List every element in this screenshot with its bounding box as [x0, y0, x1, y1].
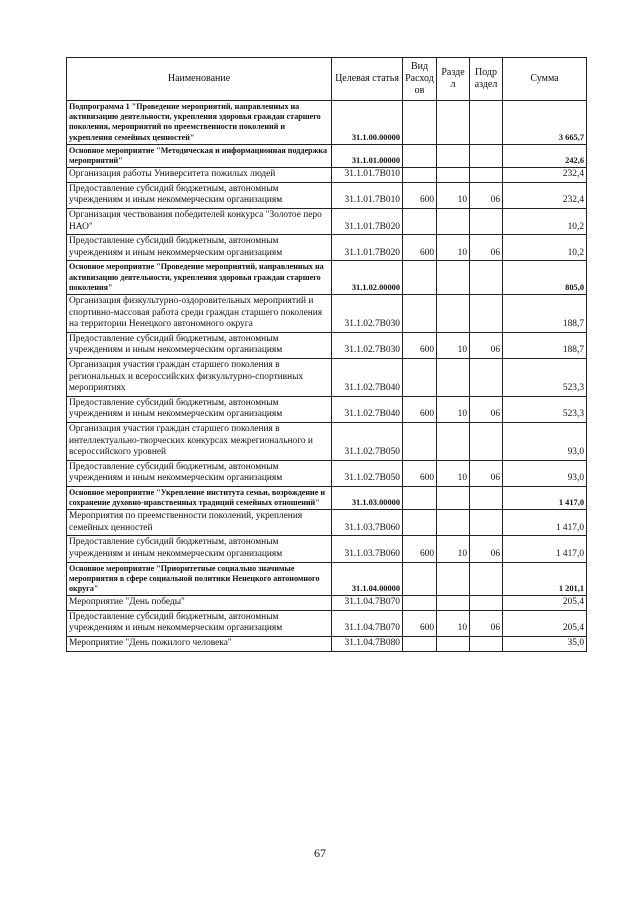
cell-razdel: [437, 261, 470, 295]
table-row: [67, 358, 587, 396]
cell-podrazdel: [470, 596, 503, 611]
table-row: [67, 332, 587, 358]
cell-razdel: [437, 486, 470, 509]
cell-razdel: 10: [437, 610, 470, 636]
table-row: [67, 182, 587, 208]
cell-sum: 232,4: [503, 182, 587, 208]
cell-name: Подпрограмма 1 "Проведение мероприятий, направленных на активизацию деятельности, укрепления здоровья граждан старшего поколения, мероприятий по преемственности поколений и укрепления семейных ценностей": [67, 101, 332, 145]
cell-name: Организация физкультурно-оздоровительных мероприятий и спортивно-массовая работа среди граждан старшего поколения на территории Ненецкого автономного округа: [67, 294, 332, 332]
cell-razdel: 10: [437, 536, 470, 562]
cell-name: Организация участия граждан старшего поколения в региональных и всероссийских физкультурно-спортивных мероприятиях: [67, 358, 332, 396]
cell-razdel: [437, 422, 470, 460]
table-row: [67, 209, 587, 235]
cell-razdel: [437, 101, 470, 145]
cell-name: Предоставление субсидий бюджетным, автономным учреждениям и иным некоммерческим организациям: [67, 235, 332, 261]
cell-sum: 35,0: [503, 637, 587, 652]
cell-name: Основное мероприятие "Укрепление института семьи, возрождение и сохранение духовно-нравственных традиций семейных отношений": [67, 486, 332, 509]
cell-code: 31.1.00.00000: [332, 101, 403, 145]
cell-name: Предоставление субсидий бюджетным, автономным учреждениям и иным некоммерческим организациям: [67, 460, 332, 486]
cell-sum: 93,0: [503, 422, 587, 460]
cell-code: 31.1.04.7В070: [332, 610, 403, 636]
cell-podrazdel: [470, 294, 503, 332]
cell-code: 31.1.04.7В080: [332, 637, 403, 652]
table-row: [67, 562, 587, 596]
cell-name: Организация чествования победителей конкурса "Золотое перо НАО": [67, 209, 332, 235]
cell-vid: 600: [403, 332, 437, 358]
table-row: [67, 235, 587, 261]
cell-code: 31.1.02.7В050: [332, 422, 403, 460]
cell-razdel: 10: [437, 396, 470, 422]
table-row: [67, 610, 587, 636]
cell-podrazdel: [470, 261, 503, 295]
cell-sum: 93,0: [503, 460, 587, 486]
cell-podrazdel: 06: [470, 396, 503, 422]
cell-code: 31.1.02.7В030: [332, 294, 403, 332]
cell-vid: [403, 294, 437, 332]
cell-name: Основное мероприятие "Приоритетные социально значимые мероприятия в сфере социальной политики Ненецкого автономного округа": [67, 562, 332, 596]
header-code: Целевая статья: [332, 58, 403, 101]
cell-code: 31.1.03.7В060: [332, 536, 403, 562]
cell-vid: [403, 209, 437, 235]
cell-razdel: 10: [437, 182, 470, 208]
cell-podrazdel: 06: [470, 235, 503, 261]
cell-vid: 600: [403, 396, 437, 422]
cell-code: 31.1.01.7В010: [332, 168, 403, 183]
cell-code: 31.1.04.7В070: [332, 596, 403, 611]
cell-code: 31.1.03.00000: [332, 486, 403, 509]
header-name: Наименование: [67, 58, 332, 101]
cell-vid: [403, 637, 437, 652]
cell-name: Мероприятия по преемственности поколений, укрепления семейных ценностей: [67, 510, 332, 536]
cell-podrazdel: [470, 168, 503, 183]
table-row: [67, 396, 587, 422]
cell-podrazdel: [470, 562, 503, 596]
cell-name: Мероприятие "День победы": [67, 596, 332, 611]
cell-name: Мероприятие "День пожилого человека": [67, 637, 332, 652]
cell-sum: 242,6: [503, 144, 587, 167]
cell-razdel: [437, 637, 470, 652]
cell-sum: 205,4: [503, 596, 587, 611]
table-row: [67, 144, 587, 167]
cell-code: 31.1.04.00000: [332, 562, 403, 596]
cell-razdel: [437, 209, 470, 235]
table-row: [67, 460, 587, 486]
cell-podrazdel: [470, 486, 503, 509]
cell-podrazdel: [470, 637, 503, 652]
cell-name: Организация работы Университета пожилых людей: [67, 168, 332, 183]
cell-podrazdel: [470, 358, 503, 396]
cell-vid: [403, 358, 437, 396]
cell-vid: [403, 510, 437, 536]
cell-sum: 1 417,0: [503, 486, 587, 509]
table-row: [67, 510, 587, 536]
cell-podrazdel: 06: [470, 536, 503, 562]
cell-vid: [403, 168, 437, 183]
cell-code: 31.1.02.7В040: [332, 396, 403, 422]
cell-code: 31.1.01.7В020: [332, 209, 403, 235]
cell-sum: 188,7: [503, 294, 587, 332]
cell-podrazdel: 06: [470, 182, 503, 208]
table-row: [67, 536, 587, 562]
cell-razdel: [437, 562, 470, 596]
cell-podrazdel: [470, 510, 503, 536]
cell-podrazdel: 06: [470, 332, 503, 358]
cell-podrazdel: [470, 422, 503, 460]
cell-vid: 600: [403, 460, 437, 486]
cell-code: 31.1.01.7В020: [332, 235, 403, 261]
cell-razdel: [437, 294, 470, 332]
budget-table: [66, 57, 587, 652]
cell-vid: [403, 486, 437, 509]
cell-name: Организация участия граждан старшего поколения в интеллектуально-творческих конкурсах межрегионального и всероссийского уровней: [67, 422, 332, 460]
table-row: [67, 486, 587, 509]
cell-vid: [403, 422, 437, 460]
cell-code: 31.1.01.7В010: [332, 182, 403, 208]
table-body: [67, 101, 587, 652]
cell-code: 31.1.03.7В060: [332, 510, 403, 536]
cell-podrazdel: [470, 144, 503, 167]
cell-name: Основное мероприятие "Методическая и информационная поддержка мероприятий": [67, 144, 332, 167]
cell-razdel: 10: [437, 235, 470, 261]
cell-razdel: [437, 510, 470, 536]
cell-razdel: [437, 358, 470, 396]
cell-vid: 600: [403, 182, 437, 208]
header-vid: Вид Расход ов: [403, 58, 437, 101]
table-row: [67, 637, 587, 652]
cell-vid: [403, 596, 437, 611]
cell-razdel: [437, 144, 470, 167]
cell-sum: 1 201,1: [503, 562, 587, 596]
table-row: [67, 168, 587, 183]
cell-code: 31.1.02.00000: [332, 261, 403, 295]
cell-vid: [403, 261, 437, 295]
cell-sum: 523,3: [503, 358, 587, 396]
cell-code: 31.1.01.00000: [332, 144, 403, 167]
cell-sum: 232,4: [503, 168, 587, 183]
cell-sum: 1 417,0: [503, 510, 587, 536]
cell-name: Основное мероприятие "Проведение мероприятий, направленных на активизацию деятельности, укрепления здоровья граждан старшего поколения": [67, 261, 332, 295]
cell-vid: [403, 144, 437, 167]
cell-sum: 205,4: [503, 610, 587, 636]
cell-vid: [403, 101, 437, 145]
cell-sum: 805,0: [503, 261, 587, 295]
cell-podrazdel: [470, 101, 503, 145]
table-row: [67, 422, 587, 460]
cell-code: 31.1.02.7В040: [332, 358, 403, 396]
cell-name: Предоставление субсидий бюджетным, автономным учреждениям и иным некоммерческим организациям: [67, 396, 332, 422]
cell-podrazdel: 06: [470, 610, 503, 636]
cell-razdel: 10: [437, 460, 470, 486]
cell-podrazdel: 06: [470, 460, 503, 486]
cell-name: Предоставление субсидий бюджетным, автономным учреждениям и иным некоммерческим организациям: [67, 332, 332, 358]
cell-razdel: [437, 168, 470, 183]
cell-sum: 523,3: [503, 396, 587, 422]
cell-vid: 600: [403, 610, 437, 636]
cell-sum: 3 665,7: [503, 101, 587, 145]
cell-name: Предоставление субсидий бюджетным, автономным учреждениям и иным некоммерческим организациям: [67, 610, 332, 636]
cell-sum: 10,2: [503, 235, 587, 261]
cell-vid: [403, 562, 437, 596]
table-row: [67, 261, 587, 295]
cell-razdel: 10: [437, 332, 470, 358]
table-row: [67, 596, 587, 611]
cell-sum: 188,7: [503, 332, 587, 358]
table-row: [67, 101, 587, 145]
cell-name: Предоставление субсидий бюджетным, автономным учреждениям и иным некоммерческим организациям: [67, 182, 332, 208]
header-podrazdel: Подр аздел: [470, 58, 503, 101]
table-header-row: [67, 58, 587, 101]
table-row: [67, 294, 587, 332]
cell-vid: 600: [403, 536, 437, 562]
cell-razdel: [437, 596, 470, 611]
cell-sum: 1 417,0: [503, 536, 587, 562]
header-sum: Сумма: [503, 58, 587, 101]
cell-name: Предоставление субсидий бюджетным, автономным учреждениям и иным некоммерческим организациям: [67, 536, 332, 562]
cell-code: 31.1.02.7В030: [332, 332, 403, 358]
cell-sum: 10,2: [503, 209, 587, 235]
cell-code: 31.1.02.7В050: [332, 460, 403, 486]
cell-vid: 600: [403, 235, 437, 261]
cell-podrazdel: [470, 209, 503, 235]
header-razdel: Разде л: [437, 58, 470, 101]
page-number: 67: [314, 846, 326, 860]
